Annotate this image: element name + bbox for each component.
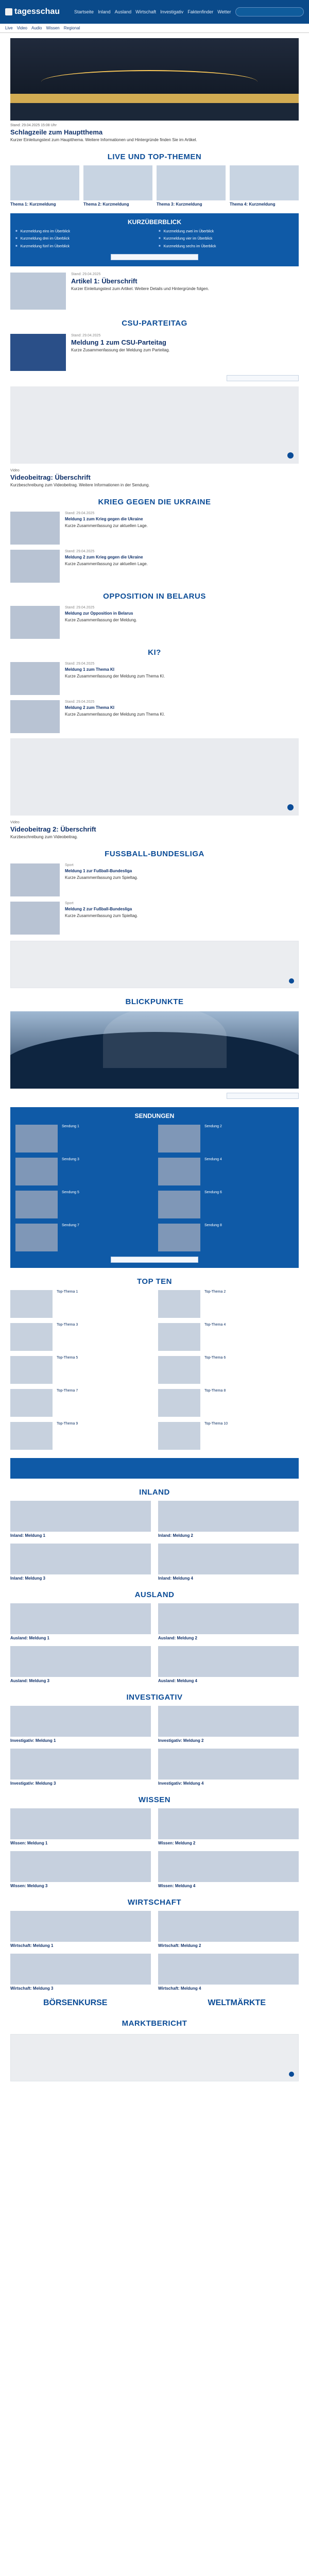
list-item[interactable] bbox=[10, 902, 299, 935]
sendung-image bbox=[15, 1224, 58, 1251]
placeholder-box bbox=[10, 2034, 299, 2081]
sendungen-grid bbox=[15, 1125, 294, 1251]
hero-headline[interactable]: Schlagzeile zum Hauptthema bbox=[10, 128, 103, 136]
investigativ-title: Investigativ: Meldung 3 bbox=[10, 1781, 56, 1786]
sendung-item[interactable] bbox=[158, 1191, 294, 1218]
more-button[interactable] bbox=[227, 1093, 299, 1099]
wissen-title: Wissen: Meldung 3 bbox=[10, 1883, 48, 1888]
sendung-title: Sendung 6 bbox=[204, 1190, 222, 1194]
top-bar bbox=[0, 0, 309, 24]
wirtschaft-image bbox=[10, 1954, 151, 1985]
section-title-sport: FUSSBALL-BUNDESLIGA bbox=[105, 849, 204, 858]
sendung-title: Sendung 8 bbox=[204, 1223, 222, 1227]
expand-icon[interactable] bbox=[289, 978, 294, 984]
topten-item[interactable] bbox=[158, 1323, 299, 1351]
topten-title: Top-Thema 10 bbox=[204, 1421, 228, 1426]
ausland-grid bbox=[10, 1603, 299, 1684]
list-meta: Stand: 29.04.2025 bbox=[65, 662, 95, 666]
more-button[interactable] bbox=[227, 375, 299, 381]
sendung-title: Sendung 7 bbox=[62, 1223, 79, 1227]
video-lead: Kurzbeschreibung zum Videobeitrag. bbox=[10, 834, 78, 839]
inland-image bbox=[158, 1501, 299, 1532]
ausland-item[interactable] bbox=[10, 1646, 151, 1684]
list-title: Meldung 1 zum Krieg gegen die Ukraine bbox=[65, 516, 143, 521]
live-card[interactable] bbox=[230, 165, 299, 207]
subnav-link[interactable]: Video bbox=[16, 26, 28, 30]
inland-item[interactable] bbox=[10, 1501, 151, 1538]
list-lead: Kurze Zusammenfassung der Meldung. bbox=[65, 617, 138, 622]
investigativ-item[interactable] bbox=[158, 1749, 299, 1786]
investigativ-item[interactable] bbox=[10, 1706, 151, 1743]
wirtschaft-image bbox=[158, 1911, 299, 1942]
brief-item[interactable]: ■ Kurzmeldung fünf im Überblick bbox=[15, 245, 150, 249]
wirtschaft-item[interactable] bbox=[158, 1954, 299, 1991]
sendungen-panel bbox=[10, 1107, 299, 1268]
live-card[interactable] bbox=[10, 165, 79, 207]
sendung-image bbox=[15, 1191, 58, 1218]
article-lead: Kurze Zusammenfassung der Meldung zum Parteitag. bbox=[71, 347, 170, 352]
ausland-image bbox=[10, 1646, 151, 1677]
inland-image bbox=[10, 1544, 151, 1574]
article-title[interactable]: Artikel 1: Überschrift bbox=[71, 277, 138, 285]
topten-image bbox=[10, 1290, 53, 1318]
topten-image bbox=[10, 1422, 53, 1450]
inland-item[interactable] bbox=[158, 1501, 299, 1538]
wissen-title: Wissen: Meldung 1 bbox=[10, 1840, 48, 1845]
list-image bbox=[10, 863, 60, 896]
article-image bbox=[10, 334, 66, 371]
ausland-title: Ausland: Meldung 4 bbox=[158, 1678, 197, 1683]
video-meta: Video bbox=[10, 820, 20, 824]
sendung-item[interactable] bbox=[15, 1158, 151, 1185]
wirtschaft-image bbox=[158, 1954, 299, 1985]
topten-item[interactable] bbox=[158, 1389, 299, 1417]
topten-image bbox=[10, 1323, 53, 1351]
article-meta: Stand: 29.04.2025 bbox=[71, 272, 101, 276]
sendung-title: Sendung 1 bbox=[62, 1124, 79, 1128]
live-cards bbox=[10, 165, 299, 207]
list-item[interactable] bbox=[10, 863, 299, 896]
topten-image bbox=[158, 1389, 200, 1417]
card-title: Thema 3: Kurzmeldung bbox=[157, 201, 202, 207]
ausland-title: Ausland: Meldung 3 bbox=[10, 1678, 49, 1683]
topten-title: Top-Thema 2 bbox=[204, 1290, 226, 1294]
hero-lead: Kurzer Einleitungstext zum Hauptthema. Weitere Informationen und Hintergründe finden Sie im Artikel. bbox=[10, 138, 197, 142]
list-lead: Kurze Zusammenfassung zum Spieltag. bbox=[65, 875, 138, 880]
wissen-title: Wissen: Meldung 4 bbox=[158, 1883, 196, 1888]
nav-link[interactable]: Startseite bbox=[74, 9, 94, 14]
search-input[interactable] bbox=[235, 7, 304, 16]
hero-meta: Stand: 29.04.2025 15:08 Uhr bbox=[10, 124, 57, 127]
weltmaerkte-link[interactable]: WELTMÄRKTE bbox=[208, 1998, 266, 2007]
wissen-image bbox=[158, 1808, 299, 1839]
topten-image bbox=[158, 1356, 200, 1384]
article[interactable] bbox=[10, 273, 299, 310]
section-title-ki: KI? bbox=[148, 648, 161, 657]
investigativ-image bbox=[10, 1749, 151, 1780]
card-image bbox=[83, 165, 152, 200]
card-image bbox=[157, 165, 226, 200]
sendung-item[interactable] bbox=[15, 1224, 151, 1251]
wissen-item[interactable] bbox=[158, 1851, 299, 1889]
sendung-image bbox=[158, 1224, 200, 1251]
list-item[interactable] bbox=[10, 700, 299, 733]
play-icon[interactable] bbox=[287, 452, 294, 459]
ausland-item[interactable] bbox=[158, 1603, 299, 1641]
more-button[interactable] bbox=[111, 1257, 198, 1263]
investigativ-title: Investigativ: Meldung 4 bbox=[158, 1781, 204, 1786]
investigativ-image bbox=[158, 1749, 299, 1780]
sendung-item[interactable] bbox=[158, 1125, 294, 1153]
nav-link[interactable]: Wirtschaft bbox=[135, 9, 157, 14]
ausland-item[interactable] bbox=[10, 1603, 151, 1641]
video-title[interactable]: Videobeitrag 2: Überschrift bbox=[10, 825, 96, 833]
inland-title: Inland: Meldung 1 bbox=[10, 1533, 45, 1538]
sendung-image bbox=[158, 1191, 200, 1218]
ausland-image bbox=[158, 1603, 299, 1634]
list-meta: Stand: 29.04.2025 bbox=[65, 700, 95, 704]
topten-item[interactable] bbox=[158, 1290, 299, 1318]
investigativ-image bbox=[158, 1706, 299, 1737]
more-button[interactable] bbox=[111, 254, 198, 260]
list-meta: Sport bbox=[65, 901, 74, 905]
topten-item[interactable] bbox=[158, 1356, 299, 1384]
topten-item[interactable] bbox=[10, 1356, 151, 1384]
inland-image bbox=[158, 1544, 299, 1574]
video-player[interactable] bbox=[10, 386, 299, 464]
list-image bbox=[10, 662, 60, 695]
video-lead: Kurzbeschreibung zum Videobeitrag. Weitere Informationen in der Sendung. bbox=[10, 482, 150, 487]
inland-title: Inland: Meldung 3 bbox=[10, 1575, 45, 1581]
boersenkurse-link[interactable]: BÖRSENKURSE bbox=[43, 1998, 108, 2007]
list-title: Meldung 1 zur Fußball-Bundesliga bbox=[65, 868, 132, 873]
list-meta: Sport bbox=[65, 863, 74, 867]
wissen-item[interactable] bbox=[158, 1808, 299, 1846]
brief-item[interactable]: ■ Kurzmeldung sechs im Überblick bbox=[159, 245, 294, 249]
nav-link[interactable]: Faktenfinder bbox=[187, 9, 214, 14]
logo[interactable] bbox=[5, 6, 60, 18]
brief-item[interactable]: ■ Kurzmeldung zwei im Überblick bbox=[159, 230, 294, 234]
inland-grid bbox=[10, 1501, 299, 1581]
bridge-arch bbox=[41, 70, 258, 94]
sendung-image bbox=[15, 1125, 58, 1153]
wirtschaft-title: Wirtschaft: Meldung 4 bbox=[158, 1986, 201, 1991]
article[interactable] bbox=[10, 334, 299, 371]
list-item[interactable] bbox=[10, 550, 299, 583]
sendung-item[interactable] bbox=[158, 1158, 294, 1185]
section-title-live: LIVE UND TOP-THEMEN bbox=[107, 152, 202, 161]
article-meta: Stand: 29.04.2025 bbox=[71, 333, 101, 337]
newsletter-banner[interactable] bbox=[10, 1458, 299, 1479]
topten-item[interactable] bbox=[10, 1290, 151, 1318]
topten-title: Top-Thema 6 bbox=[204, 1355, 226, 1360]
list-title: Meldung 2 zum Krieg gegen die Ukraine bbox=[65, 554, 143, 560]
brief-item[interactable]: ■ Kurzmeldung vier im Überblick bbox=[159, 237, 294, 241]
nav-link[interactable]: Inland bbox=[98, 9, 111, 14]
sendung-item[interactable] bbox=[15, 1125, 151, 1153]
topten-item[interactable] bbox=[158, 1422, 299, 1450]
list-title: Meldung 2 zur Fußball-Bundesliga bbox=[65, 906, 132, 911]
list-item[interactable] bbox=[10, 606, 299, 639]
video-player[interactable] bbox=[10, 738, 299, 816]
wissen-item[interactable] bbox=[10, 1851, 151, 1889]
wissen-image bbox=[10, 1808, 151, 1839]
section-title-inland: INLAND bbox=[139, 1487, 170, 1497]
live-card[interactable] bbox=[83, 165, 152, 207]
sendung-title: Sendung 5 bbox=[62, 1190, 79, 1194]
expand-icon[interactable] bbox=[289, 2072, 294, 2077]
sendung-item[interactable] bbox=[158, 1224, 294, 1251]
nav-link[interactable]: Wetter bbox=[217, 9, 231, 14]
inland-title: Inland: Meldung 2 bbox=[158, 1533, 193, 1538]
topten-title: Top-Thema 4 bbox=[204, 1323, 226, 1327]
topten-item[interactable] bbox=[10, 1323, 151, 1351]
brief-item[interactable]: ■ Kurzmeldung eins im Überblick bbox=[15, 230, 150, 234]
wirtschaft-item[interactable] bbox=[10, 1911, 151, 1948]
wirtschaft-item[interactable] bbox=[10, 1954, 151, 1991]
card-title: Thema 4: Kurzmeldung bbox=[230, 201, 276, 207]
topten-grid bbox=[10, 1290, 299, 1450]
ausland-image bbox=[10, 1603, 151, 1634]
wissen-image bbox=[10, 1851, 151, 1882]
placeholder-box bbox=[10, 941, 299, 988]
sendung-title: Sendung 2 bbox=[204, 1124, 222, 1128]
ausland-title: Ausland: Meldung 2 bbox=[158, 1635, 197, 1640]
sendung-image bbox=[158, 1158, 200, 1185]
ausland-item[interactable] bbox=[158, 1646, 299, 1684]
section-title-topten: TOP TEN bbox=[137, 1277, 172, 1286]
section-title-csu: CSU-PARTEITAG bbox=[122, 318, 187, 328]
topten-image bbox=[158, 1422, 200, 1450]
sendungen-title: SENDUNGEN bbox=[134, 1112, 175, 1120]
subnav-link[interactable]: Wissen bbox=[46, 26, 60, 30]
investigativ-grid bbox=[10, 1706, 299, 1786]
ausland-image bbox=[158, 1646, 299, 1677]
investigativ-title: Investigativ: Meldung 1 bbox=[10, 1738, 56, 1743]
list-meta: Stand: 29.04.2025 bbox=[65, 549, 95, 553]
topten-item[interactable] bbox=[10, 1389, 151, 1417]
section-title-wissen: WISSEN bbox=[138, 1795, 171, 1804]
brief-overview bbox=[10, 213, 299, 266]
list-lead: Kurze Zusammenfassung zur aktuellen Lage. bbox=[65, 523, 148, 528]
topten-image bbox=[158, 1323, 200, 1351]
subnav-link[interactable]: Audio bbox=[31, 26, 42, 30]
wissen-title: Wissen: Meldung 2 bbox=[158, 1840, 196, 1845]
ausland-title: Ausland: Meldung 1 bbox=[10, 1635, 49, 1640]
wirtschaft-title: Wirtschaft: Meldung 2 bbox=[158, 1943, 201, 1948]
card-image bbox=[10, 165, 79, 200]
topten-title: Top-Thema 8 bbox=[204, 1388, 226, 1393]
wirtschaft-title: Wirtschaft: Meldung 1 bbox=[10, 1943, 54, 1948]
hero-image[interactable] bbox=[10, 38, 299, 121]
list-item[interactable] bbox=[10, 512, 299, 545]
night-crowd bbox=[10, 103, 299, 121]
list-lead: Kurze Zusammenfassung der Meldung zum Thema KI. bbox=[65, 711, 165, 717]
topten-title: Top-Thema 5 bbox=[57, 1355, 78, 1360]
list-title: Meldung zur Opposition in Belarus bbox=[65, 611, 133, 616]
live-card[interactable] bbox=[157, 165, 226, 207]
inland-image bbox=[10, 1501, 151, 1532]
card-title: Thema 2: Kurzmeldung bbox=[83, 201, 129, 207]
investigativ-item[interactable] bbox=[10, 1749, 151, 1786]
card-title: Thema 1: Kurzmeldung bbox=[10, 201, 56, 207]
wissen-item[interactable] bbox=[10, 1808, 151, 1846]
list-lead: Kurze Zusammenfassung der Meldung zum Thema KI. bbox=[65, 673, 165, 679]
list-item[interactable] bbox=[10, 662, 299, 695]
video-meta: Video bbox=[10, 468, 20, 472]
nav-link[interactable]: Ausland bbox=[114, 9, 132, 14]
topten-item[interactable] bbox=[10, 1422, 151, 1450]
wave-crest bbox=[103, 1011, 227, 1068]
wissen-image bbox=[158, 1851, 299, 1882]
blickpunkte-image[interactable] bbox=[10, 1011, 299, 1089]
sendung-image bbox=[158, 1125, 200, 1153]
list-image bbox=[10, 606, 60, 639]
article-lead: Kurzer Einleitungstext zum Artikel. Weitere Details und Hintergründe folgen. bbox=[71, 286, 209, 291]
section-title-investigativ: INVESTIGATIV bbox=[126, 1692, 183, 1702]
wirtschaft-title: Wirtschaft: Meldung 3 bbox=[10, 1986, 54, 1991]
sub-nav bbox=[0, 24, 309, 33]
topten-title: Top-Thema 9 bbox=[57, 1421, 78, 1426]
list-image bbox=[10, 902, 60, 935]
list-title: Meldung 2 zum Thema KI bbox=[65, 705, 115, 710]
subnav-link[interactable]: Live bbox=[5, 26, 13, 30]
main-nav bbox=[74, 9, 231, 14]
logo-icon bbox=[5, 8, 12, 15]
sendung-title: Sendung 4 bbox=[204, 1157, 222, 1161]
investigativ-title: Investigativ: Meldung 2 bbox=[158, 1738, 204, 1743]
topten-image bbox=[10, 1389, 53, 1417]
brief-grid bbox=[15, 230, 294, 249]
topten-image bbox=[158, 1290, 200, 1318]
play-icon[interactable] bbox=[287, 804, 294, 810]
wirtschaft-image bbox=[10, 1911, 151, 1942]
list-lead: Kurze Zusammenfassung zur aktuellen Lage. bbox=[65, 561, 148, 566]
section-title-blickpunkte: BLICKPUNKTE bbox=[125, 997, 184, 1006]
section-title-wirtschaft: WIRTSCHAFT bbox=[127, 1897, 182, 1907]
brief-item[interactable]: ■ Kurzmeldung drei im Überblick bbox=[15, 237, 150, 241]
list-image bbox=[10, 512, 60, 545]
inland-item[interactable] bbox=[10, 1544, 151, 1581]
list-title: Meldung 1 zum Thema KI bbox=[65, 667, 115, 672]
investigativ-image bbox=[10, 1706, 151, 1737]
subnav-link[interactable]: Regional bbox=[63, 26, 80, 30]
investigativ-item[interactable] bbox=[158, 1706, 299, 1743]
list-meta: Stand: 29.04.2025 bbox=[65, 511, 95, 515]
list-meta: Stand: 29.04.2025 bbox=[65, 605, 95, 609]
sendung-image bbox=[15, 1158, 58, 1185]
market-links bbox=[10, 1998, 299, 2008]
nav-link[interactable]: Investigativ bbox=[160, 9, 184, 14]
section-title-ukraine: KRIEG GEGEN DIE UKRAINE bbox=[98, 497, 211, 506]
inland-title: Inland: Meldung 4 bbox=[158, 1575, 193, 1581]
topten-title: Top-Thema 3 bbox=[57, 1323, 78, 1327]
logo-text: tagesschau bbox=[14, 7, 60, 16]
inland-item[interactable] bbox=[158, 1544, 299, 1581]
wissen-grid bbox=[10, 1808, 299, 1889]
topten-title: Top-Thema 7 bbox=[57, 1388, 78, 1393]
bridge-lights bbox=[10, 94, 299, 103]
wirtschaft-item[interactable] bbox=[158, 1911, 299, 1948]
section-title-marktbericht: MARKTBERICHT bbox=[122, 2019, 187, 2028]
section-title-ausland: AUSLAND bbox=[134, 1590, 175, 1599]
list-image bbox=[10, 550, 60, 583]
article-image bbox=[10, 273, 66, 310]
article-title[interactable]: Meldung 1 zum CSU-Parteitag bbox=[71, 338, 166, 346]
topten-title: Top-Thema 1 bbox=[57, 1290, 78, 1294]
list-image bbox=[10, 700, 60, 733]
topten-image bbox=[10, 1356, 53, 1384]
list-lead: Kurze Zusammenfassung zum Spieltag. bbox=[65, 913, 138, 918]
card-image bbox=[230, 165, 299, 200]
sendung-title: Sendung 3 bbox=[62, 1157, 79, 1161]
section-title-belarus: OPPOSITION IN BELARUS bbox=[103, 591, 206, 601]
brief-title: KURZÜBERBLICK bbox=[128, 218, 181, 226]
video-title[interactable]: Videobeitrag: Überschrift bbox=[10, 473, 91, 481]
wirtschaft-grid bbox=[10, 1911, 299, 1991]
sendung-item[interactable] bbox=[15, 1191, 151, 1218]
